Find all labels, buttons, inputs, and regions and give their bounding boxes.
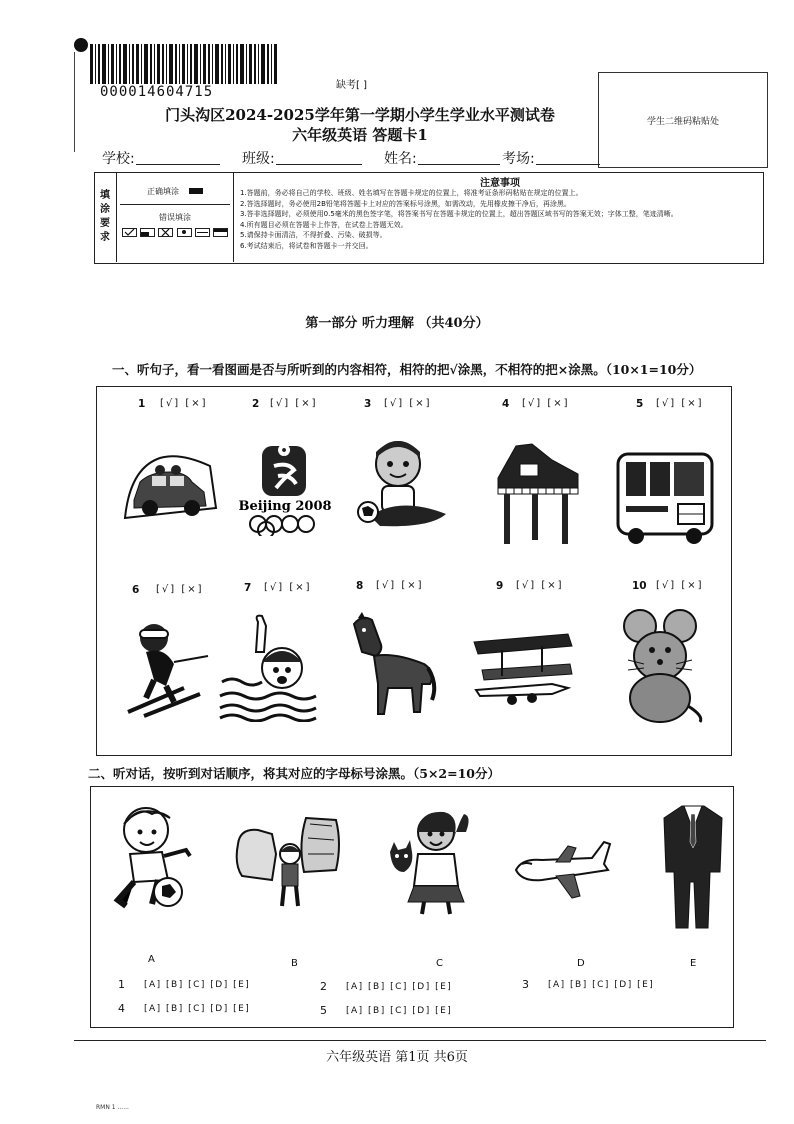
question-number: 1 <box>138 398 146 410</box>
margin-line <box>74 52 75 152</box>
answer-bubbles[interactable]: [√] [×] <box>656 580 704 591</box>
airplane-picture <box>512 836 612 902</box>
note-item: 6.考试结束后，将试卷和答题卡一并交回。 <box>240 241 373 250</box>
answer-number: 1 <box>118 978 125 991</box>
notes-title: 注意事项 <box>480 178 520 189</box>
picture-letter: D <box>577 958 585 969</box>
answer-number: 5 <box>320 1004 327 1017</box>
note-item: 3.答非选择题时，必须使用0.5毫米的黑色签字笔，将答案书写在答题卡规定的位置上，超出答题区域书写的答案无效；字体工整，笔迹清晰。 <box>240 210 678 219</box>
answer-bubbles[interactable]: [√] [×] <box>160 398 208 409</box>
girl-with-cat-picture <box>384 806 488 916</box>
exam-room-label: 考场: <box>502 151 535 167</box>
question-number: 7 <box>244 582 252 594</box>
qr-sticker-area[interactable] <box>598 72 768 168</box>
answer-bubbles[interactable]: [√] [×] <box>376 580 424 591</box>
wrong-fill-label: 错误填涂 <box>159 213 191 222</box>
part-heading: 第一部分 听力理解 （共40分） <box>305 316 489 331</box>
piano-picture <box>492 438 584 550</box>
note-item: 4.所有题目必须在答题卡上作答，在试卷上答题无效。 <box>240 220 408 229</box>
picture-letter: C <box>436 958 443 969</box>
answer-bubbles[interactable]: [A] [B] [C] [D] [E] <box>548 980 655 990</box>
answer-bubbles[interactable]: [√] [×] <box>656 398 704 409</box>
logo-text: Beijing 2008 <box>238 499 332 514</box>
question-number: 6 <box>132 584 140 596</box>
class-label: 班级: <box>242 151 275 167</box>
answer-bubbles[interactable]: [√] [×] <box>516 580 564 591</box>
suit-picture <box>660 802 726 930</box>
question-number: 8 <box>356 580 364 592</box>
footer-divider <box>74 1040 766 1041</box>
skier-picture <box>124 616 210 720</box>
answer-number: 4 <box>118 1002 125 1015</box>
question-number: 2 <box>252 398 260 410</box>
question-number: 5 <box>636 398 644 410</box>
name-field[interactable] <box>418 164 500 165</box>
school-label: 学校: <box>102 151 135 167</box>
swimmer-picture <box>218 612 324 722</box>
exam-room-field[interactable] <box>536 164 600 165</box>
plane-picture <box>472 630 576 706</box>
qr-sticker-label: 学生二维码粘贴处 <box>646 116 719 127</box>
note-item: 1.答题前，务必将自己的学校、班级、姓名填写在答题卡规定的位置上，将准考证条形码粘贴在规定的位置上。 <box>240 189 583 197</box>
boy-football-picture <box>112 800 196 914</box>
partial-fill-icon <box>140 228 155 237</box>
mouse-picture <box>614 606 706 724</box>
horse-picture <box>344 612 440 724</box>
answer-number: 3 <box>522 978 529 991</box>
registration-dot <box>74 38 88 52</box>
school-field[interactable] <box>136 164 220 165</box>
question-number: 9 <box>496 580 504 592</box>
filled-mark-icon <box>189 188 203 194</box>
dot-mark-icon <box>177 228 192 237</box>
answer-bubbles[interactable]: [A] [B] [C] [D] [E] <box>144 980 251 990</box>
beijing-2008-logo-picture <box>232 444 338 536</box>
question-number: 3 <box>364 398 372 410</box>
answer-number: 2 <box>320 980 327 993</box>
picture-letter: B <box>291 958 298 969</box>
section1-instruction: 一、听句子，看一看图画是否与所听到的内容相符，相符的把√涂黑，不相符的把×涂黑。（10×1=10分） <box>112 362 702 377</box>
barcode-number: 000014604715 <box>100 84 214 100</box>
barcode-image <box>90 44 280 84</box>
question-number: 10 <box>632 580 647 592</box>
note-item: 5.请保持卡面清洁，不得折叠、污染、破损等。 <box>240 231 387 240</box>
answer-bubbles[interactable]: [A] [B] [C] [D] [E] <box>346 1006 453 1016</box>
page-footer: 六年级英语 第1页 共6页 <box>326 1050 468 1065</box>
footer-code: RMN 1 ...... <box>96 1104 129 1111</box>
car-seats-picture <box>232 814 344 912</box>
boy-with-ball-picture <box>350 436 450 532</box>
section2-instruction: 二、听对话，按听到对话顺序，将其对应的字母标号涂黑。（5×2=10分） <box>88 766 500 781</box>
correct-fill-label: 正确填涂 <box>147 186 179 196</box>
bus-picture <box>612 450 718 546</box>
answer-bubbles[interactable]: [A] [B] [C] [D] [E] <box>144 1004 251 1014</box>
exam-subtitle: 六年级英语 答题卡1 <box>292 126 428 144</box>
notes-list <box>240 188 760 252</box>
name-label: 姓名: <box>384 151 417 167</box>
half-fill-icon <box>213 228 228 237</box>
cross-mark-icon <box>158 228 173 237</box>
exam-title: 门头沟区2024-2025学年第一学期小学生学业水平测试卷 <box>165 106 555 124</box>
answer-bubbles[interactable]: [√] [×] <box>384 398 432 409</box>
line-mark-icon <box>195 228 210 237</box>
picture-letter: A <box>148 954 155 965</box>
class-field[interactable] <box>276 164 362 165</box>
answer-bubbles[interactable]: [A] [B] [C] [D] [E] <box>346 982 453 992</box>
question-number: 4 <box>502 398 510 410</box>
fill-requirements-label: 填 涂 要 求 <box>94 172 117 262</box>
car-picture <box>120 448 220 524</box>
absent-checkbox-label[interactable]: 缺考[ ] <box>336 80 367 91</box>
answer-bubbles[interactable]: [√] [×] <box>156 584 204 595</box>
answer-bubbles[interactable]: [√] [×] <box>522 398 570 409</box>
answer-bubbles[interactable]: [√] [×] <box>264 582 312 593</box>
answer-bubbles[interactable]: [√] [×] <box>270 398 318 409</box>
note-item: 2.答选择题时，务必使用2B铅笔将答题卡上对应的答案标号涂黑，如需改动，先用橡皮擦干净后，再涂黑。 <box>240 199 571 208</box>
picture-letter: E <box>690 958 697 969</box>
check-mark-icon <box>122 228 137 237</box>
wrong-fill-examples <box>120 228 230 237</box>
correct-fill-example <box>120 178 230 205</box>
